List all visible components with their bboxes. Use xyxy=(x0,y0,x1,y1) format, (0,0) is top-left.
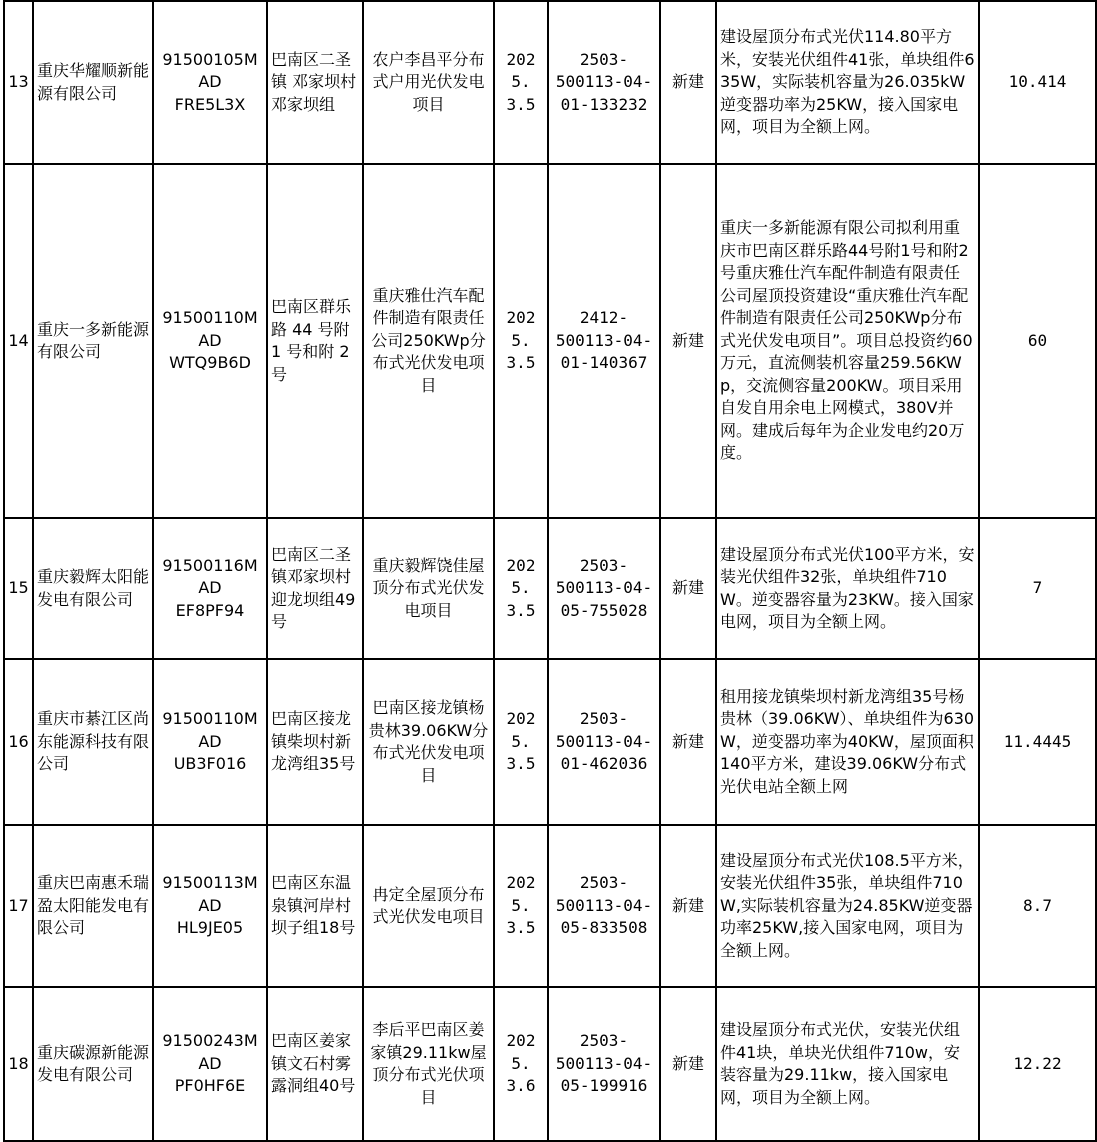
project-name: 李后平巴南区姜家镇29.11kw屋顶分布式光伏项目 xyxy=(363,987,494,1141)
project-code-line: 500113-04- xyxy=(555,1053,653,1073)
project-address: 巴南区东温泉镇河岸村坝子组18号 xyxy=(267,825,363,987)
project-code-line: 2503- xyxy=(579,873,629,893)
project-code-line: 05-199916 xyxy=(560,1076,648,1096)
construction-type: 新建 xyxy=(660,987,716,1141)
construction-type: 新建 xyxy=(660,659,716,825)
credit-code xyxy=(153,164,267,518)
project-code-line: 500113-04- xyxy=(555,895,653,915)
company-name: 重庆毅辉太阳能发电有限公司 xyxy=(33,518,153,659)
row-number: 18 xyxy=(4,987,33,1141)
filing-date xyxy=(494,825,548,987)
credit-code xyxy=(153,987,267,1141)
project-description: 建设屋顶分布式光伏108.5平方米，安装光伏组件35张，单块组件710W,实际装机容量为24.85KW逆变器功率25KW,接入国家电网，项目为全额上网。 xyxy=(716,825,979,987)
table-row xyxy=(4,825,1096,987)
filing-date-line: 2025. xyxy=(506,709,536,751)
company-name: 重庆市綦江区尚东能源科技有限公司 xyxy=(33,659,153,825)
filing-date-line: 2025. xyxy=(506,308,536,350)
credit-code xyxy=(153,1,267,164)
project-address: 巴南区姜家镇文石村雾露洞组40号 xyxy=(267,987,363,1141)
table-row xyxy=(4,518,1096,659)
row-number: 13 xyxy=(4,1,33,164)
table-row xyxy=(4,659,1096,825)
project-code-line: 500113-04- xyxy=(555,578,653,598)
project-code-line: 05-833508 xyxy=(560,918,648,938)
filing-date-line: 2025. xyxy=(506,49,536,92)
project-code-line: 500113-04- xyxy=(555,330,653,350)
filing-date-line: 3.5 xyxy=(506,600,536,620)
project-code-line: 2412- xyxy=(579,308,629,328)
filing-date xyxy=(494,1,548,164)
credit-code xyxy=(153,825,267,987)
construction-type: 新建 xyxy=(660,825,716,987)
project-address: 巴南区二圣镇 邓家坝村邓家坝组 xyxy=(267,1,363,164)
project-description: 重庆一多新能源有限公司拟利用重庆市巴南区群乐路44号附1号和附2号重庆雅仕汽车配件制造有限责任公司屋顶投资建设“重庆雅仕汽车配件制造有限责任公司250KWp分布式光伏发电项目”。项目总投资约60万元，直流侧装机容量259.56KWp，交流侧容量200KW。项目采用自发自用余电上网模式，380V并网。建成后每年为企业发电约20万度。 xyxy=(716,164,979,518)
capacity-value: 60 xyxy=(979,164,1096,518)
filing-date-line: 3.5 xyxy=(506,918,536,938)
project-name: 农户李昌平分布式户用光伏发电项目 xyxy=(363,1,494,164)
project-address: 巴南区接龙镇柴坝村新龙湾组35号 xyxy=(267,659,363,825)
filing-date-line: 2025. xyxy=(506,555,536,598)
credit-code-line: 91500113MAD xyxy=(162,873,258,915)
credit-code-line: 91500243MAD xyxy=(162,1031,258,1073)
company-name: 重庆华耀顺新能源有限公司 xyxy=(33,1,153,164)
project-address: 巴南区二圣镇邓家坝村迎龙坝组49号 xyxy=(267,518,363,659)
project-code-line: 2503- xyxy=(579,709,629,729)
credit-code-line: UB3F016 xyxy=(173,754,247,774)
project-code xyxy=(548,1,660,164)
capacity-value: 10.414 xyxy=(979,1,1096,164)
filing-date xyxy=(494,659,548,825)
project-code xyxy=(548,987,660,1141)
project-record-table xyxy=(3,0,1097,1142)
row-number: 17 xyxy=(4,825,33,987)
project-name: 重庆毅辉饶佳屋顶分布式光伏发电项目 xyxy=(363,518,494,659)
project-code xyxy=(548,164,660,518)
project-code xyxy=(548,825,660,987)
project-code-line: 500113-04- xyxy=(555,72,653,92)
filing-date-line: 3.5 xyxy=(506,754,536,774)
project-description: 租用接龙镇柴坝村新龙湾组35号杨贵林（39.06KW）、单块组件为630W，逆变器功率为40KW，屋顶面积140平方米，建设39.06KW分布式光伏电站全额上网 xyxy=(716,659,979,825)
construction-type: 新建 xyxy=(660,164,716,518)
project-code xyxy=(548,518,660,659)
table-row xyxy=(4,164,1096,518)
company-name: 重庆巴南惠禾瑞盈太阳能发电有限公司 xyxy=(33,825,153,987)
credit-code-line: 91500110MAD xyxy=(162,308,258,350)
capacity-value: 11.4445 xyxy=(979,659,1096,825)
construction-type: 新建 xyxy=(660,518,716,659)
capacity-value: 8.7 xyxy=(979,825,1096,987)
filing-date xyxy=(494,164,548,518)
project-code-line: 2503- xyxy=(579,555,629,575)
project-description: 建设屋顶分布式光伏，安装光伏组件41块，单块光伏组件710w，安装容量为29.11kw，接入国家电网，项目为全额上网。 xyxy=(716,987,979,1141)
credit-code-line: FRE5L3X xyxy=(174,94,246,114)
table-body xyxy=(4,1,1096,1141)
project-code-line: 01-133232 xyxy=(560,94,648,114)
row-number: 14 xyxy=(4,164,33,518)
project-address: 巴南区群乐路 44 号附 1 号和附 2 号 xyxy=(267,164,363,518)
row-number: 15 xyxy=(4,518,33,659)
project-code-line: 2503- xyxy=(579,49,629,69)
credit-code xyxy=(153,659,267,825)
project-name: 巴南区接龙镇杨贵林39.06KW分布式光伏发电项目 xyxy=(363,659,494,825)
table-row xyxy=(4,1,1096,164)
project-code xyxy=(548,659,660,825)
credit-code-line: WTQ9B6D xyxy=(169,353,251,373)
filing-date-line: 3.5 xyxy=(506,353,536,373)
table-row xyxy=(4,987,1096,1141)
company-name: 重庆一多新能源有限公司 xyxy=(33,164,153,518)
project-description: 建设屋顶分布式光伏100平方米，安装光伏组件32张，单块组件710W。逆变器容量为23KW。接入国家电网，项目为全额上网。 xyxy=(716,518,979,659)
credit-code-line: 91500116MAD xyxy=(162,555,258,598)
project-description: 建设屋顶分布式光伏114.80平方米，安装光伏组件41张，单块组件635W，实际装机容量为26.035kW逆变器功率为25KW，接入国家电网，项目为全额上网。 xyxy=(716,1,979,164)
capacity-value: 7 xyxy=(979,518,1096,659)
project-code-line: 500113-04- xyxy=(555,731,653,751)
capacity-value: 12.22 xyxy=(979,987,1096,1141)
credit-code xyxy=(153,518,267,659)
project-code-line: 01-140367 xyxy=(560,353,648,373)
credit-code-line: PF0HF6E xyxy=(174,1076,246,1096)
project-code-line: 2503- xyxy=(579,1031,629,1051)
row-number: 16 xyxy=(4,659,33,825)
construction-type: 新建 xyxy=(660,1,716,164)
credit-code-line: 91500105MAD xyxy=(162,49,258,92)
project-name: 重庆雅仕汽车配件制造有限责任公司250KWp分布式光伏发电项目 xyxy=(363,164,494,518)
project-code-line: 05-755028 xyxy=(560,600,648,620)
project-name: 冉定全屋顶分布式光伏发电项目 xyxy=(363,825,494,987)
filing-date-line: 2025. xyxy=(506,1031,536,1073)
filing-date xyxy=(494,518,548,659)
filing-date xyxy=(494,987,548,1141)
filing-date-line: 3.5 xyxy=(506,94,536,114)
filing-date-line: 3.6 xyxy=(506,1076,536,1096)
credit-code-line: HL9JE05 xyxy=(176,918,244,938)
company-name: 重庆碳源新能源发电有限公司 xyxy=(33,987,153,1141)
credit-code-line: 91500110MAD xyxy=(162,709,258,751)
credit-code-line: EF8PF94 xyxy=(175,600,245,620)
project-code-line: 01-462036 xyxy=(560,754,648,774)
filing-date-line: 2025. xyxy=(506,873,536,915)
